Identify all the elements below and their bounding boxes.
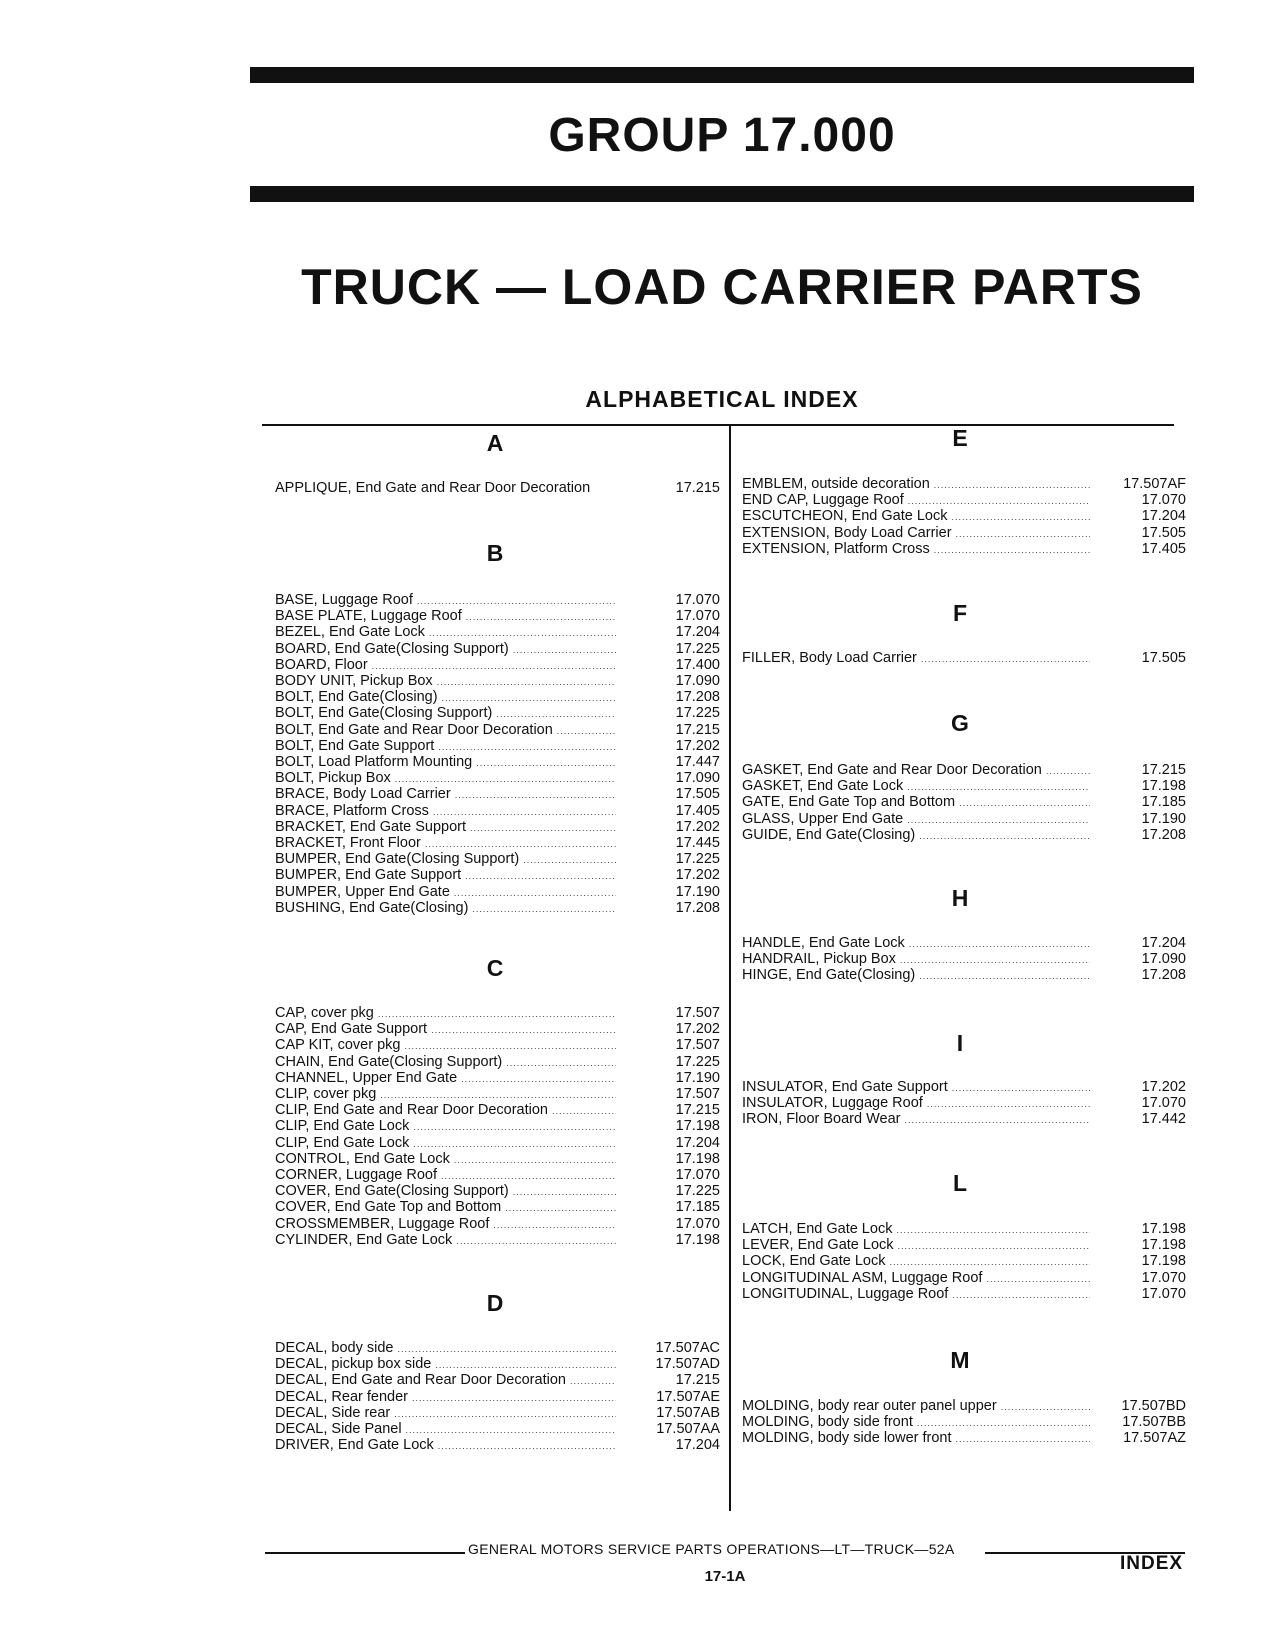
index-entry-name: ESCUTCHEON, End Gate Lock (742, 508, 948, 525)
index-entry (275, 1372, 620, 1389)
section-letter-l: L (952, 1170, 968, 1196)
index-entry (742, 1237, 1094, 1254)
index-entry-ref: 17.204 (1141, 935, 1186, 951)
index-entry-name: DECAL, pickup box side (275, 1356, 432, 1373)
index-entry-name: BOLT, End Gate(Closing Support) (275, 705, 493, 722)
index-entry-name: DECAL, End Gate and Rear Door Decoration (275, 1372, 566, 1389)
index-entry-name: MOLDING, body rear outer panel upper (742, 1398, 997, 1414)
dot-leader (470, 820, 616, 837)
section-letter-a: A (486, 430, 504, 456)
index-entry-ref: 17.198 (1141, 778, 1186, 795)
index-entry (742, 508, 1094, 525)
index-entry-ref: 17.198 (1141, 1221, 1186, 1237)
index-entry-ref: 17.198 (675, 1118, 720, 1135)
dot-leader (412, 1390, 616, 1407)
dot-leader (397, 1341, 616, 1358)
index-entry-ref: 17.507 (675, 1005, 720, 1021)
index-entry-name: MOLDING, body side front (742, 1414, 913, 1431)
index-entry (742, 827, 1094, 844)
section-letter-f: F (952, 600, 968, 626)
dot-leader (395, 771, 616, 788)
index-entry-name: EMBLEM, outside decoration (742, 476, 930, 492)
dot-leader (909, 936, 1090, 953)
index-entry (275, 1389, 620, 1406)
index-entry (275, 1340, 620, 1357)
index-entry (275, 1037, 620, 1054)
dot-leader (513, 642, 616, 659)
group-title: GROUP 17.000 (548, 109, 896, 162)
dot-leader (417, 593, 616, 610)
dot-leader (907, 779, 1090, 796)
dot-leader (952, 1287, 1090, 1304)
dot-leader (380, 1087, 616, 1104)
dot-leader (456, 1233, 616, 1250)
dot-leader (438, 1438, 616, 1455)
index-entry-name: BOLT, Load Platform Mounting (275, 754, 473, 770)
index-entry (275, 1021, 620, 1038)
index-entry-ref: 17.507 (675, 1086, 720, 1102)
dot-leader (394, 1406, 616, 1423)
index-entry-ref: 17.208 (675, 689, 720, 706)
index-entry (742, 1398, 1094, 1415)
dot-leader (896, 1222, 1090, 1239)
index-entry-name: BODY UNIT, Pickup Box (275, 673, 433, 689)
index-entry (275, 754, 620, 771)
index-entry (275, 1118, 620, 1135)
index-entry (275, 608, 620, 625)
dot-leader (425, 836, 616, 853)
dot-leader (523, 852, 616, 869)
dot-leader (437, 674, 616, 691)
index-entry-ref: 17.202 (1141, 1079, 1186, 1095)
dot-leader (904, 1112, 1090, 1129)
index-entry-name: BOLT, Pickup Box (275, 770, 391, 787)
index-entry-ref: 17.225 (675, 640, 720, 657)
index-entry (275, 1216, 620, 1233)
index-entry-ref: 17.225 (675, 705, 720, 722)
dot-leader (956, 1431, 1090, 1448)
index-entry-ref: 17.215 (1141, 762, 1186, 778)
index-entry-ref: 17.507 (675, 1037, 720, 1054)
index-label: INDEX (1120, 1553, 1184, 1574)
index-entry (742, 1079, 1094, 1096)
dot-leader (465, 868, 616, 885)
index-entry-ref: 17.070 (1141, 1095, 1186, 1112)
index-entry-ref: 17.405 (1141, 540, 1186, 557)
index-entry (742, 1430, 1094, 1447)
index-entry-name: HANDRAIL, Pickup Box (742, 951, 896, 968)
index-title: ALPHABETICAL INDEX (585, 386, 859, 412)
index-entry-name: BASE PLATE, Luggage Roof (275, 608, 462, 625)
index-entry (742, 650, 1094, 667)
index-entry (742, 794, 1094, 811)
index-entry-ref: 17.202 (675, 818, 720, 835)
index-entry-name: END CAP, Luggage Roof (742, 492, 904, 509)
index-entry (275, 884, 620, 901)
index-entry-name: LOCK, End Gate Lock (742, 1253, 886, 1270)
dot-leader (986, 1271, 1090, 1288)
dot-leader (454, 885, 616, 902)
index-entry-ref: 17.505 (1141, 650, 1186, 666)
dot-leader (908, 493, 1090, 510)
index-entry-ref: 17.507AZ (1123, 1430, 1186, 1447)
index-entry-ref: 17.507AD (655, 1356, 720, 1373)
top-rule (250, 67, 1194, 83)
dot-leader (372, 658, 616, 675)
index-entry-name: FILLER, Body Load Carrier (742, 650, 917, 666)
section-letter-h: H (951, 885, 969, 911)
index-entry-ref: 17.190 (1141, 810, 1186, 827)
dot-leader (455, 787, 616, 804)
index-entry (275, 1054, 620, 1071)
dot-leader (496, 706, 616, 723)
index-entry-ref: 17.190 (675, 883, 720, 900)
index-entry-ref: 17.190 (675, 1069, 720, 1086)
index-entry (275, 1086, 620, 1103)
index-entry-name: COVER, End Gate(Closing Support) (275, 1183, 509, 1200)
index-entry (275, 657, 620, 674)
index-entry-ref: 17.225 (675, 851, 720, 868)
dot-leader (952, 1080, 1090, 1097)
index-entry-name: LONGITUDINAL, Luggage Roof (742, 1285, 949, 1302)
index-entry-name: DECAL, Side rear (275, 1404, 391, 1421)
index-entry-ref: 17.447 (675, 754, 720, 770)
dot-leader (956, 526, 1090, 543)
index-entry-ref: 17.090 (675, 770, 720, 787)
index-entry-name: EXTENSION, Platform Cross (742, 540, 930, 557)
index-entry-name: APPLIQUE, End Gate and Rear Door Decoration (275, 480, 591, 496)
index-entry (275, 1005, 620, 1022)
index-entry (742, 1095, 1094, 1112)
index-entry-name: CORNER, Luggage Roof (275, 1167, 437, 1183)
dot-leader (431, 1022, 616, 1039)
index-entry (742, 492, 1094, 509)
index-entry (275, 738, 620, 755)
footer-text: GENERAL MOTORS SERVICE PARTS OPERATIONS—LT—TRUCK—52A (468, 1541, 955, 1557)
section-letter-b: B (486, 540, 504, 566)
index-entry (275, 819, 620, 836)
column-divider (729, 425, 731, 1511)
index-entry (742, 541, 1094, 558)
index-entry-name: DECAL, Side Panel (275, 1421, 402, 1437)
dot-leader (927, 1096, 1090, 1113)
middle-rule (250, 186, 1194, 202)
dot-leader (889, 1254, 1090, 1271)
dot-leader (461, 1071, 616, 1088)
index-entry-ref: 17.070 (675, 1167, 720, 1183)
index-entry (275, 803, 620, 820)
dot-leader (959, 795, 1090, 812)
index-entry-name: BOLT, End Gate Support (275, 737, 435, 754)
index-entry-name: COVER, End Gate Top and Bottom (275, 1199, 502, 1216)
dot-leader (900, 952, 1090, 969)
section-letter-d: D (486, 1290, 504, 1316)
dot-leader (429, 625, 616, 642)
dot-leader (917, 1415, 1090, 1432)
footer-rule-left (265, 1552, 465, 1554)
section-letter-i: I (956, 1030, 964, 1056)
index-entry-ref: 17.204 (675, 624, 720, 641)
index-entry-name: BASE, Luggage Roof (275, 592, 413, 608)
index-entry (275, 786, 620, 803)
dot-leader (552, 1103, 616, 1120)
dot-leader (505, 1200, 616, 1217)
index-entry-ref: 17.202 (675, 737, 720, 754)
index-entry (275, 689, 620, 706)
index-entry (275, 624, 620, 641)
index-entry-name: BOLT, End Gate and Rear Door Decoration (275, 721, 553, 738)
index-entry (275, 900, 620, 917)
index-entry-ref: 17.400 (675, 656, 720, 673)
index-entry-ref: 17.507AA (656, 1421, 720, 1437)
index-entry-name: CYLINDER, End Gate Lock (275, 1231, 453, 1248)
index-entry-ref: 17.090 (675, 673, 720, 689)
index-entry-ref: 17.225 (675, 1053, 720, 1070)
index-entry-ref: 17.442 (1141, 1111, 1186, 1128)
index-entry (742, 1414, 1094, 1431)
dot-leader (441, 1168, 616, 1185)
index-entry-name: GATE, End Gate Top and Bottom (742, 794, 956, 811)
index-entry (742, 1221, 1094, 1238)
index-entry-ref: 17.507AF (1123, 476, 1186, 492)
index-entry-ref: 17.185 (1141, 794, 1186, 811)
index-entry-ref: 17.198 (675, 1231, 720, 1248)
index-entry (742, 1111, 1094, 1128)
index-entry-ref: 17.507AC (655, 1340, 720, 1356)
dot-leader (919, 828, 1090, 845)
section-letter-g: G (951, 710, 969, 736)
index-entry-name: BRACKET, End Gate Support (275, 818, 467, 835)
index-entry-name: BUMPER, End Gate(Closing Support) (275, 851, 520, 868)
dot-leader (472, 901, 616, 918)
index-entry-name: BRACE, Platform Cross (275, 802, 429, 819)
dot-leader (513, 1184, 616, 1201)
index-entry-name: HINGE, End Gate(Closing) (742, 967, 916, 984)
index-entry-name: GASKET, End Gate and Rear Door Decoration (742, 762, 1042, 778)
dot-leader (934, 542, 1090, 559)
dot-leader (921, 651, 1090, 668)
index-entry-ref: 17.507BB (1122, 1414, 1186, 1431)
dot-leader (454, 1152, 616, 1169)
index-entry-name: EXTENSION, Body Load Carrier (742, 524, 952, 541)
index-entry (742, 1253, 1094, 1270)
section-letter-c: C (486, 955, 504, 981)
index-entry-ref: 17.070 (1141, 492, 1186, 509)
index-entry-ref: 17.208 (675, 899, 720, 916)
section-letter-m: M (950, 1347, 970, 1373)
index-entry (275, 1199, 620, 1216)
index-entry-name: BOARD, End Gate(Closing Support) (275, 640, 509, 657)
index-entry-name: BUSHING, End Gate(Closing) (275, 899, 469, 916)
index-entry-name: BEZEL, End Gate Lock (275, 624, 425, 641)
section-letter-e: E (952, 425, 968, 451)
index-entry-ref: 17.225 (675, 1183, 720, 1200)
index-entry-ref: 17.507BD (1121, 1398, 1186, 1414)
index-entry (275, 1405, 620, 1422)
index-entry (275, 705, 620, 722)
index-entry (275, 673, 620, 690)
index-entry-name: CHAIN, End Gate(Closing Support) (275, 1053, 503, 1070)
index-entry-ref: 17.070 (1141, 1269, 1186, 1286)
dot-leader (435, 1357, 616, 1374)
index-entry-ref: 17.070 (675, 1215, 720, 1232)
dot-leader (406, 1422, 616, 1439)
dot-leader (476, 755, 616, 772)
dot-leader (557, 723, 616, 740)
dot-leader (506, 1055, 616, 1072)
index-entry (275, 1102, 620, 1119)
dot-leader (952, 509, 1091, 526)
index-entry (742, 811, 1094, 828)
index-entry-name: CLIP, End Gate Lock (275, 1118, 410, 1135)
index-entry-ref: 17.507AE (656, 1388, 720, 1405)
index-entry-name: CAP, cover pkg (275, 1005, 374, 1021)
index-entry (275, 867, 620, 884)
index-entry-name: GUIDE, End Gate(Closing) (742, 826, 916, 843)
index-entry-ref: 17.445 (675, 835, 720, 851)
index-entry-ref: 17.405 (675, 802, 720, 819)
index-rule (262, 424, 1174, 426)
index-entry-name: BRACE, Body Load Carrier (275, 786, 451, 803)
dot-leader (404, 1038, 616, 1055)
dot-leader (433, 804, 616, 821)
dot-leader (438, 739, 616, 756)
index-entry-ref: 17.505 (1141, 524, 1186, 541)
index-entry (275, 1151, 620, 1168)
index-entry-name: BOARD, Floor (275, 656, 368, 673)
index-entry (275, 480, 620, 497)
index-entry (275, 1232, 620, 1249)
index-entry-name: CLIP, End Gate Lock (275, 1134, 410, 1151)
index-entry-name: CROSSMEMBER, Luggage Roof (275, 1215, 490, 1232)
index-entry (275, 1437, 620, 1454)
index-entry (275, 1135, 620, 1152)
index-entry-name: BUMPER, Upper End Gate (275, 883, 450, 900)
index-entry (742, 1270, 1094, 1287)
index-entry-ref: 17.090 (1141, 951, 1186, 968)
index-entry-name: BOLT, End Gate(Closing) (275, 689, 438, 706)
index-entry-name: BRACKET, Front Floor (275, 835, 421, 851)
index-entry (275, 1167, 620, 1184)
index-entry-name: CLIP, cover pkg (275, 1086, 377, 1102)
index-entry (275, 1421, 620, 1438)
index-entry-name: INSULATOR, End Gate Support (742, 1079, 948, 1095)
index-entry (742, 778, 1094, 795)
index-entry-name: LEVER, End Gate Lock (742, 1237, 894, 1254)
index-entry-ref: 17.198 (675, 1150, 720, 1167)
index-entry (742, 762, 1094, 779)
index-entry-ref: 17.202 (675, 1021, 720, 1038)
index-entry-name: CLIP, End Gate and Rear Door Decoration (275, 1102, 548, 1119)
dot-leader (570, 1373, 616, 1390)
dot-leader (1001, 1399, 1090, 1416)
index-entry (275, 592, 620, 609)
index-entry (275, 641, 620, 658)
index-entry-name: MOLDING, body side lower front (742, 1430, 952, 1447)
index-entry (742, 935, 1094, 952)
dot-leader (934, 477, 1090, 494)
index-entry (275, 1183, 620, 1200)
index-entry-ref: 17.204 (1141, 508, 1186, 525)
dot-leader (493, 1217, 616, 1234)
index-entry-ref: 17.208 (1141, 967, 1186, 984)
index-entry-name: HANDLE, End Gate Lock (742, 935, 905, 951)
dot-leader (1046, 763, 1090, 780)
page-title: TRUCK — LOAD CARRIER PARTS (301, 259, 1143, 315)
index-entry-ref: 17.204 (675, 1437, 720, 1454)
index-entry-name: LONGITUDINAL ASM, Luggage Roof (742, 1269, 983, 1286)
index-entry-ref: 17.070 (1141, 1285, 1186, 1302)
index-entry (742, 476, 1094, 493)
index-entry-name: CHANNEL, Upper End Gate (275, 1069, 458, 1086)
index-entry-name: CAP, End Gate Support (275, 1021, 428, 1038)
index-entry (275, 1070, 620, 1087)
index-entry-ref: 17.215 (675, 480, 720, 496)
index-entry-ref: 17.215 (675, 721, 720, 738)
index-entry-ref: 17.208 (1141, 826, 1186, 843)
dot-leader (898, 1238, 1090, 1255)
index-entry (275, 835, 620, 852)
dot-leader (919, 968, 1090, 985)
index-entry (275, 722, 620, 739)
index-entry-ref: 17.198 (1141, 1237, 1186, 1254)
index-entry (275, 851, 620, 868)
index-entry-ref: 17.185 (675, 1199, 720, 1216)
index-entry-name: GLASS, Upper End Gate (742, 810, 904, 827)
dot-leader (466, 609, 616, 626)
index-entry (742, 951, 1094, 968)
index-entry (742, 967, 1094, 984)
index-entry (742, 525, 1094, 542)
index-entry-ref: 17.202 (675, 867, 720, 884)
index-entry-ref: 17.215 (675, 1102, 720, 1119)
page-number: 17-1A (704, 1568, 746, 1585)
index-entry-name: LATCH, End Gate Lock (742, 1221, 893, 1237)
dot-leader (442, 690, 616, 707)
index-entry-ref: 17.507AB (656, 1404, 720, 1421)
index-entry-ref: 17.070 (675, 608, 720, 625)
dot-leader (413, 1136, 616, 1153)
index-entry-name: CONTROL, End Gate Lock (275, 1150, 450, 1167)
index-entry-ref: 17.070 (675, 592, 720, 608)
index-entry-name: DECAL, body side (275, 1340, 394, 1356)
index-entry-ref: 17.204 (675, 1134, 720, 1151)
dot-leader (378, 1006, 616, 1023)
index-entry-name: DECAL, Rear fender (275, 1388, 408, 1405)
index-entry-name: IRON, Floor Board Wear (742, 1111, 901, 1128)
dot-leader (907, 812, 1090, 829)
index-entry-name: DRIVER, End Gate Lock (275, 1437, 434, 1454)
index-entry-name: GASKET, End Gate Lock (742, 778, 904, 795)
index-entry (275, 770, 620, 787)
index-entry-name: INSULATOR, Luggage Roof (742, 1095, 923, 1112)
index-entry-name: CAP KIT, cover pkg (275, 1037, 401, 1054)
index-entry (275, 1356, 620, 1373)
index-entry (742, 1286, 1094, 1303)
index-entry-name: BUMPER, End Gate Support (275, 867, 462, 884)
index-entry-ref: 17.215 (675, 1372, 720, 1389)
dot-leader (413, 1119, 616, 1136)
index-entry-ref: 17.198 (1141, 1253, 1186, 1270)
index-entry-ref: 17.505 (675, 786, 720, 803)
